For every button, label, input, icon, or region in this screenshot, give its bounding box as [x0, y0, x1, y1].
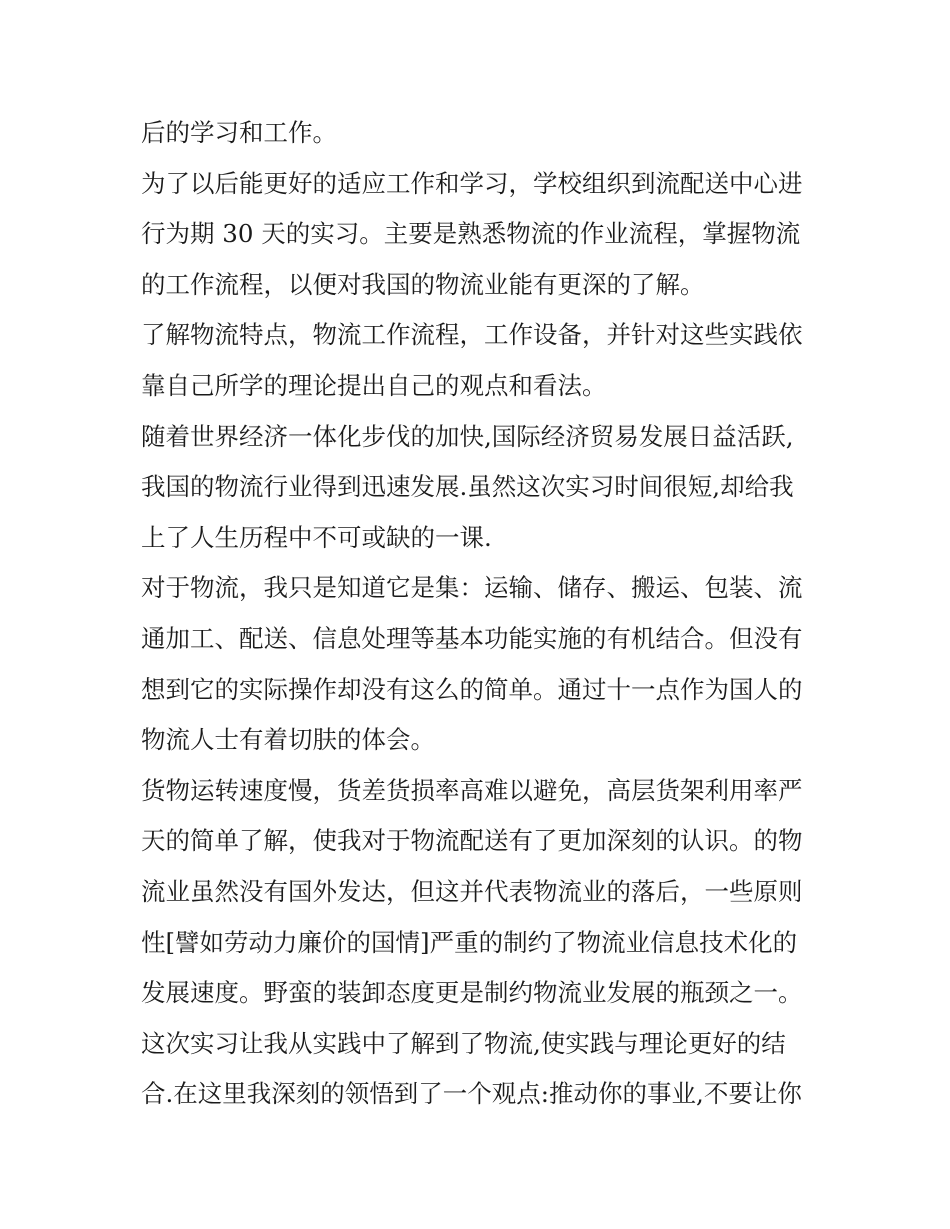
text-line: 靠自己所学的理论提出自己的观点和看法。 — [141, 370, 607, 400]
text-line: 后的学习和工作。 — [141, 118, 337, 147]
text-line: 上了人生历程中不可或缺的一课. — [141, 522, 492, 552]
text-line: 合.在这里我深刻的领悟到了一个观点:推动你的事业,不要让你 — [141, 1079, 802, 1109]
text-line: 了解物流特点，物流工作流程，工作设备，并针对这些实践依 — [141, 320, 803, 350]
text-line: 货物运转速度慢，货差货损率高难以避免，高层货架利用率严 — [141, 775, 803, 805]
text-line: 物流人士有着切肤的体会。 — [141, 725, 435, 755]
text-line: 想到它的实际操作却没有这么的简单。通过十一点作为国人的 — [141, 674, 803, 704]
text-line: 性[譬如劳动力廉价的国情]严重的制约了物流业信息技术化的 — [141, 927, 798, 957]
text-line: 我国的物流行业得到迅速发展.虽然这次实习时间很短,却给我 — [141, 472, 794, 502]
text-line: 对于物流，我只是知道它是集：运输、储存、搬运、包装、流 — [141, 573, 803, 603]
text-line: 发展速度。野蛮的装卸态度更是制约物流业发展的瓶颈之一。 — [141, 978, 803, 1008]
text-line: 这次实习让我从实践中了解到了物流,使实践与理论更好的结 — [141, 1028, 786, 1058]
text-line: 的工作流程，以便对我国的物流业能有更深的了解。 — [141, 269, 705, 299]
text-line: 天的简单了解，使我对于物流配送有了更加深刻的认识。的物 — [141, 826, 803, 856]
text-line: 流业虽然没有国外发达，但这并代表物流业的落后，一些原则 — [141, 876, 803, 906]
text-line: 为了以后能更好的适应工作和学习，学校组织到流配送中心进 — [141, 168, 803, 198]
text-line: 行为期 30 天的实习。主要是熟悉物流的作业流程，掌握物流 — [141, 219, 801, 249]
text-line: 通加工、配送、信息处理等基本功能实施的有机结合。但没有 — [141, 623, 803, 653]
document-body — [141, 108, 821, 1120]
text-line: 随着世界经济一体化步伐的加快,国际经济贸易发展日益活跃, — [141, 421, 794, 451]
